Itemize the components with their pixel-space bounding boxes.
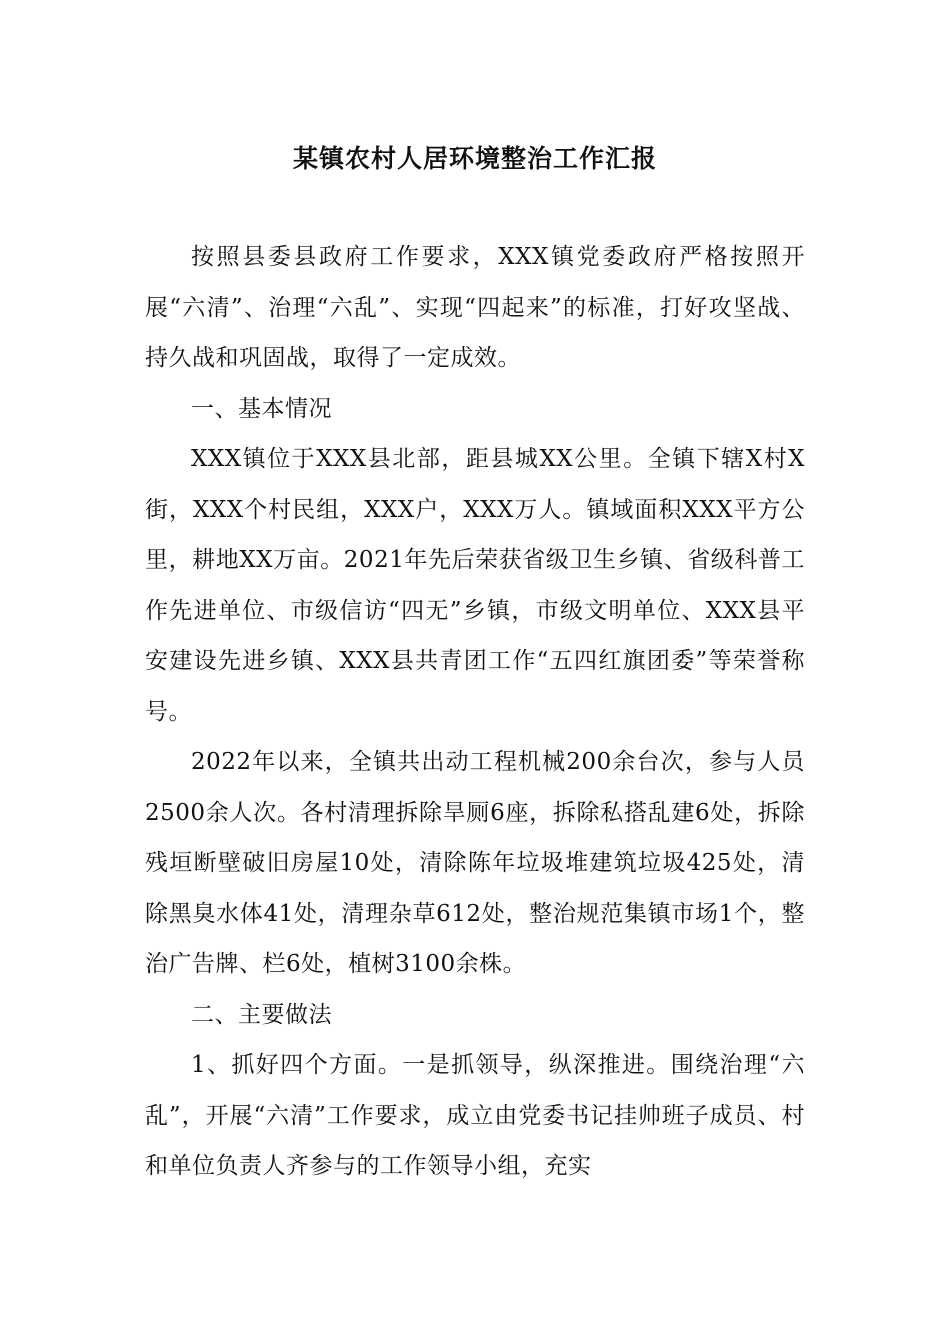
statistics-paragraph: 2022年以来，全镇共出动工程机械200余台次，参与人员2500余人次。各村清理拆除旱厕6座，拆除私搭乱建6处，拆除残垣断壁破旧房屋10处，清除陈年垃圾堆建筑垃圾425处，清除黑臭水体41处，清理杂草612处，整治规范集镇市场1个，整治广告牌、栏6处，植树3100余株。 xyxy=(145,749,805,977)
intro-paragraph: 按照县委县政府工作要求，XXX镇党委政府严格按照开展“六清”、治理“六乱”、实现“四起来”的标准，打好攻坚战、持久战和巩固战，取得了一定成效。 xyxy=(145,244,805,371)
document-title: 某镇农村人居环境整治工作汇报 xyxy=(292,144,657,173)
main-practices-paragraph: 1、抓好四个方面。一是抓领导，纵深推进。围绕治理“六乱”，开展“六清”工作要求，成立由党委书记挂帅班子成员、村和单位负责人齐参与的工作领导小组，充实 xyxy=(145,1052,805,1179)
document-body xyxy=(145,232,805,1192)
section-heading-basic-situation: 一、基本情况 xyxy=(191,395,332,422)
basic-situation-paragraph: XXX镇位于XXX县北部，距县城XX公里。全镇下辖X村X街，XXX个村民组，XXX户，XXX万人。镇域面积XXX平方公里，耕地XX万亩。2021年先后荣获省级卫生乡镇、省级科普工作先进单位、市级信访“四无”乡镇，市级文明单位、XXX县平安建设先进乡镇、XXX县共青团工作“五四红旗团委”等荣誉称号。 xyxy=(145,446,805,725)
section-heading-main-practices: 二、主要做法 xyxy=(191,1001,332,1028)
